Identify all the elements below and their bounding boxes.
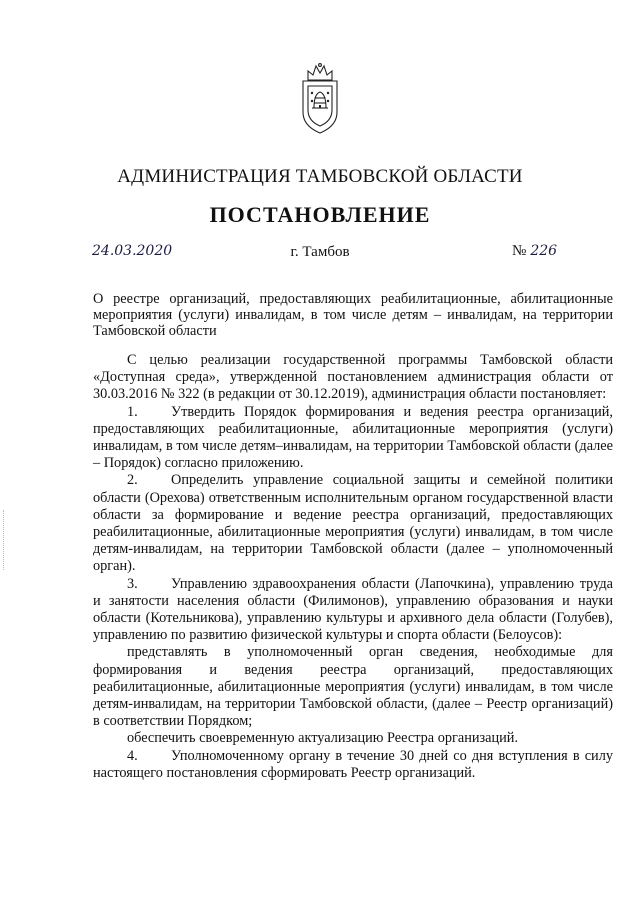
item-text: Утвердить Порядок формирования и ведения реестра организаций, предоставляющих реабилитационные, абилитационные мероприятия (услуги) инвалидам, в том числе детям–инвалидам, на территории Тамбовской области (далее – Порядок) согласно приложению.	[93, 403, 613, 472]
item-number: 3.	[127, 575, 138, 592]
document-body	[93, 352, 613, 782]
scan-margin-artifact	[3, 510, 6, 570]
item-1	[93, 404, 613, 473]
document-number	[512, 243, 557, 260]
item-2	[93, 472, 613, 575]
sub-paragraph-2: обеспечить своевременную актуализацию Реестра организаций.	[127, 730, 519, 747]
item-3	[93, 576, 613, 645]
coat-of-arms-icon	[295, 62, 345, 136]
document-subject: О реестре организаций, предоставляющих реабилитационные, абилитационные мероприятия (услуги) инвалидам, в том числе детям – инвалидам, на территории Тамбовской области	[93, 291, 613, 339]
organization-title: АДМИНИСТРАЦИЯ ТАМБОВСКОЙ ОБЛАСТИ	[117, 166, 523, 187]
item-text: Управлению здравоохранения области (Лапочкина), управлению труда и занятости населения области (Филимонов), управлению образования и науки области (Котельникова), управлению культуры и архивного дела области (Голубев), управлению по развитию физической культуры и спорта области (Белоусов):	[93, 575, 613, 644]
document-city: г. Тамбов	[290, 244, 350, 260]
item-number: 1.	[127, 403, 138, 420]
number-prefix: №	[512, 243, 527, 259]
item-number: 4.	[127, 747, 138, 764]
document-date: 24.03.2020	[92, 243, 173, 259]
item-text: Уполномоченному органу в течение 30 дней со дня вступления в силу настоящего постановления сформировать Реестр организаций.	[93, 747, 613, 781]
number-value: 226	[530, 243, 558, 259]
intro-paragraph: С целью реализации государственной программы Тамбовской области «Доступная среда», утвержденной постановлением администрация области от 30.03.2016 № 322 (в редакции от 30.12.2019), администрация области постановляет:	[93, 352, 613, 403]
sub-paragraph-1: представлять в уполномоченный орган сведения, необходимые для формирования и ведения реестра организаций, предоставляющих реабилитационные, абилитационные мероприятия (услуги) инвалидам, в том числе детям-инвалидам, на территории Тамбовской области, (далее – Реестр организаций) в соответствии Порядком;	[93, 644, 613, 730]
item-text: Определить управление социальной защиты и семейной политики области (Орехова) ответственным исполнительным органом государственной власти области за формирование и ведение реестра организаций, предоставляющих реабилитационные, абилитационные мероприятия (услуги) инвалидам, в том числе детям-инвалидам, на территории Тамбовской области (далее – уполномоченный орган).	[93, 472, 613, 575]
item-4	[93, 748, 613, 782]
document-type-title: ПОСТАНОВЛЕНИЕ	[209, 202, 431, 227]
item-number: 2.	[127, 472, 138, 489]
